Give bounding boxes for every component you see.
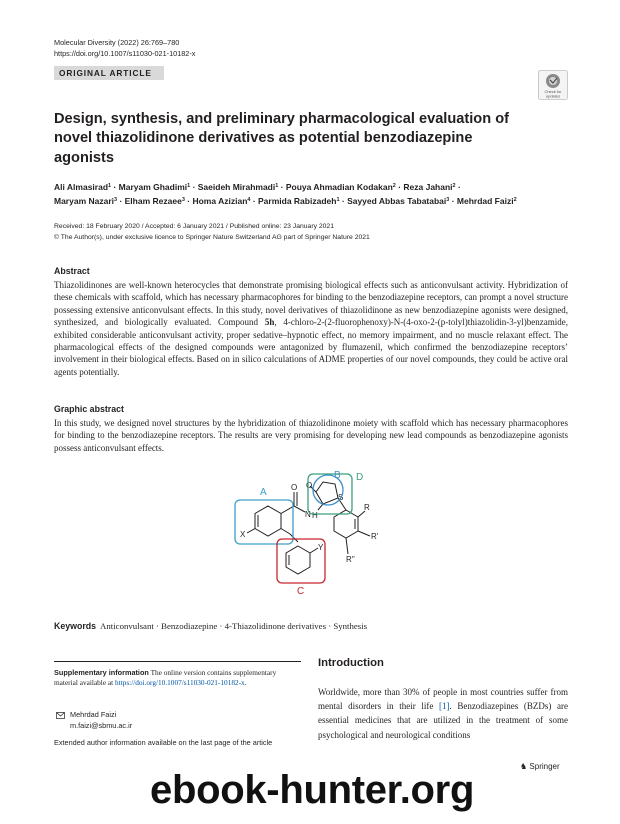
region-d-box [308, 474, 352, 514]
correspondence-name: Mehrdad Faizi [70, 710, 117, 719]
abstract-text-part2: , 4-chloro-2-(2-fluorophenoxy)-N-(4-oxo-2-(p-tolyl)thiazolidin-3-yl)benzamide, exhibited considerable anticonvulsant activity, proper sedative–hypnotic effect, no memory impairment, and no muscle relaxant effect. The pharmacological effects of the designed compounds were antagonized by flumazenil, which confirmed the benzodiazepine receptors’ involvement in their biological effects. Based on in silico calculations of ADME properties of our novel compounds, they could be active oral agents potentially. [54, 317, 568, 377]
article-doi[interactable]: https://doi.org/10.1007/s11030-021-10182-x [54, 48, 196, 58]
keywords-label: Keywords [54, 621, 97, 631]
watermark-text: ebook-hunter.org [150, 768, 475, 812]
label-b: B [334, 470, 341, 481]
author-list: Ali Almasirad$^1$ · Maryam Ghadimi$^1$ · Saeideh Mirahmadi$^1$ · Pouya Ahmadian Kodakan$^2$ · Reza Jahani$^2$ · Maryam Nazari$^3$ · Elham Rezaee$^3$ · Homa Azizian$^4$ · Parmida Rabizadeh$^1$ · Sayyed Abbas Tabatabai$^3$ · Mehrdad Faizi$^2$ [54, 182, 517, 206]
section-label: ORIGINAL ARTICLE [54, 66, 164, 80]
check-for-updates-icon[interactable] [538, 70, 568, 100]
supplementary-link[interactable]: https://doi.org/10.1007/s11030-021-10182-x [114, 678, 245, 688]
correspondence-block [70, 710, 132, 731]
author-affiliation: 2 [513, 196, 517, 203]
author-name: Pouya Ahmadian Kodakan$^2$ [285, 182, 396, 192]
publisher-name: Springer [529, 762, 560, 771]
author-name: Maryam Nazari$^3$ [54, 195, 118, 206]
supplementary-end: . [244, 678, 247, 688]
graphic-abstract-text: In this study, we designed novel structures by the hybridization of thiazolidinone moiety with scaffold which has necessary pharmacophores for binding to the benzodiazepine receptors. The results are very promising for developing new lead compounds as benzodiazepine agonists possess anticonvulsant effects. [54, 418, 568, 453]
author-affiliation: 3 [114, 196, 118, 203]
introduction-text-part2: . Benzodiazepines (BZDs) are essential medicines that are utilized in the treatment of some psychological and neurological conditions [318, 701, 568, 740]
publication-dates: Received: 18 February 2020 / Accepted: 6 January 2021 / Published online: 23 January 2021 [54, 223, 334, 230]
author-name: Mehrdad Faizi$^2$ [456, 195, 517, 206]
author-name: Maryam Ghadimi$^1$ [118, 182, 191, 192]
author-name: Sayyed Abbas Tabatabai$^3$ [347, 195, 450, 206]
author-affiliation: 1 [108, 183, 112, 189]
correspondence-email[interactable]: m.faizi@sbmu.ac.ir [70, 720, 133, 730]
atom-h: H [312, 511, 318, 520]
ring-a-bonds [255, 506, 281, 536]
author-affiliation: 1 [187, 183, 191, 189]
keywords-line [54, 621, 367, 631]
abstract-heading: Abstract [54, 266, 90, 276]
label-d: D [356, 472, 364, 483]
graphic-abstract-heading: Graphic abstract [54, 404, 124, 414]
publisher-logo [520, 762, 560, 771]
article-title: Design, synthesis, and preliminary pharmacological evaluation of novel thiazolidinone derivatives as potential benzodiazepine agonists [54, 111, 509, 166]
keywords-text: Anticonvulsant · Benzodiazepine · 4-Thiazolidinone derivatives · Synthesis [100, 621, 368, 631]
copyright-line: © The Author(s), under exclusive licence to Springer Nature Switzerland AG part of Springer Nature 2021 [54, 233, 370, 241]
author-affiliation: 1 [275, 183, 279, 189]
label-c: C [297, 586, 305, 597]
supplementary-label: Supplementary information [54, 668, 149, 677]
thiazolidinone-bonds [316, 482, 338, 504]
author-affiliation: 1 [336, 196, 340, 203]
atom-n: N [305, 510, 311, 519]
journal-citation: Molecular Diversity (2022) 26:769–780 [54, 38, 180, 47]
atom-y: Y [318, 543, 324, 552]
abstract-compound: 5h [264, 317, 275, 328]
envelope-icon [56, 712, 65, 719]
supplementary-text: The online version contains supplementary material available at [54, 668, 277, 688]
author-affiliation: 4 [247, 196, 251, 203]
atom-s: S [338, 493, 344, 502]
author-name: Ali Almasirad$^1$ [54, 182, 112, 192]
graphic-abstract-figure [230, 462, 420, 612]
introduction-text-part1: Worldwide, more than 30% of people in most countries suffer from mental disorders in their life [318, 687, 568, 712]
atom-r-prime: R' [371, 532, 379, 541]
reference-link[interactable]: [1] [438, 701, 450, 712]
abstract-text [54, 279, 568, 378]
atom-r: R [364, 503, 370, 512]
atom-r-double-prime: R'' [346, 555, 355, 564]
author-name: Saeideh Mirahmadi$^1$ [197, 182, 279, 192]
label-a: A [260, 487, 267, 498]
footnote-divider [54, 661, 301, 662]
extended-author-info: Extended author information available on the last page of the article [54, 738, 273, 747]
atom-o-ring: O [306, 481, 313, 490]
author-name: Reza Jahani$^2$ [403, 182, 456, 192]
atom-x: X [240, 530, 246, 539]
supplementary-note [54, 668, 301, 689]
author-affiliation: 2 [392, 183, 396, 189]
author-name: Homa Azizian$^4$ [192, 195, 251, 206]
journal-citation-block [54, 38, 195, 59]
author-affiliation: 3 [181, 196, 185, 203]
author-name: Elham Rezaee$^3$ [124, 195, 185, 206]
author-name: Parmida Rabizadeh$^1$ [258, 195, 340, 206]
dates-block [54, 222, 370, 243]
atom-o-carbonyl: O [291, 483, 298, 492]
introduction-text [318, 685, 568, 742]
check-updates-line1: Check for [544, 89, 562, 94]
author-affiliation: 2 [452, 183, 456, 189]
springer-horse-icon: ♞ [520, 762, 528, 771]
abstract-text-part1: Thiazolidinones are well-known heterocycles that demonstrate promising biological effects such as anticonvulsant activity. Hybridization of these chemicals with scaffold, which has necessary pharmacophores for binding to the benzodiazepine receptors, can prompt a novel structure possessing extensive anticonvulsant effects. In this study, novel derivatives of thiazolidinone as new benzodiazepine agonists were designed, synthesized, and biologically evaluated. Compound [54, 280, 568, 328]
introduction-heading: Introduction [318, 657, 384, 669]
author-affiliation: 3 [446, 196, 450, 203]
check-updates-line2: updates [545, 93, 561, 99]
ring-c-bonds [286, 546, 310, 574]
